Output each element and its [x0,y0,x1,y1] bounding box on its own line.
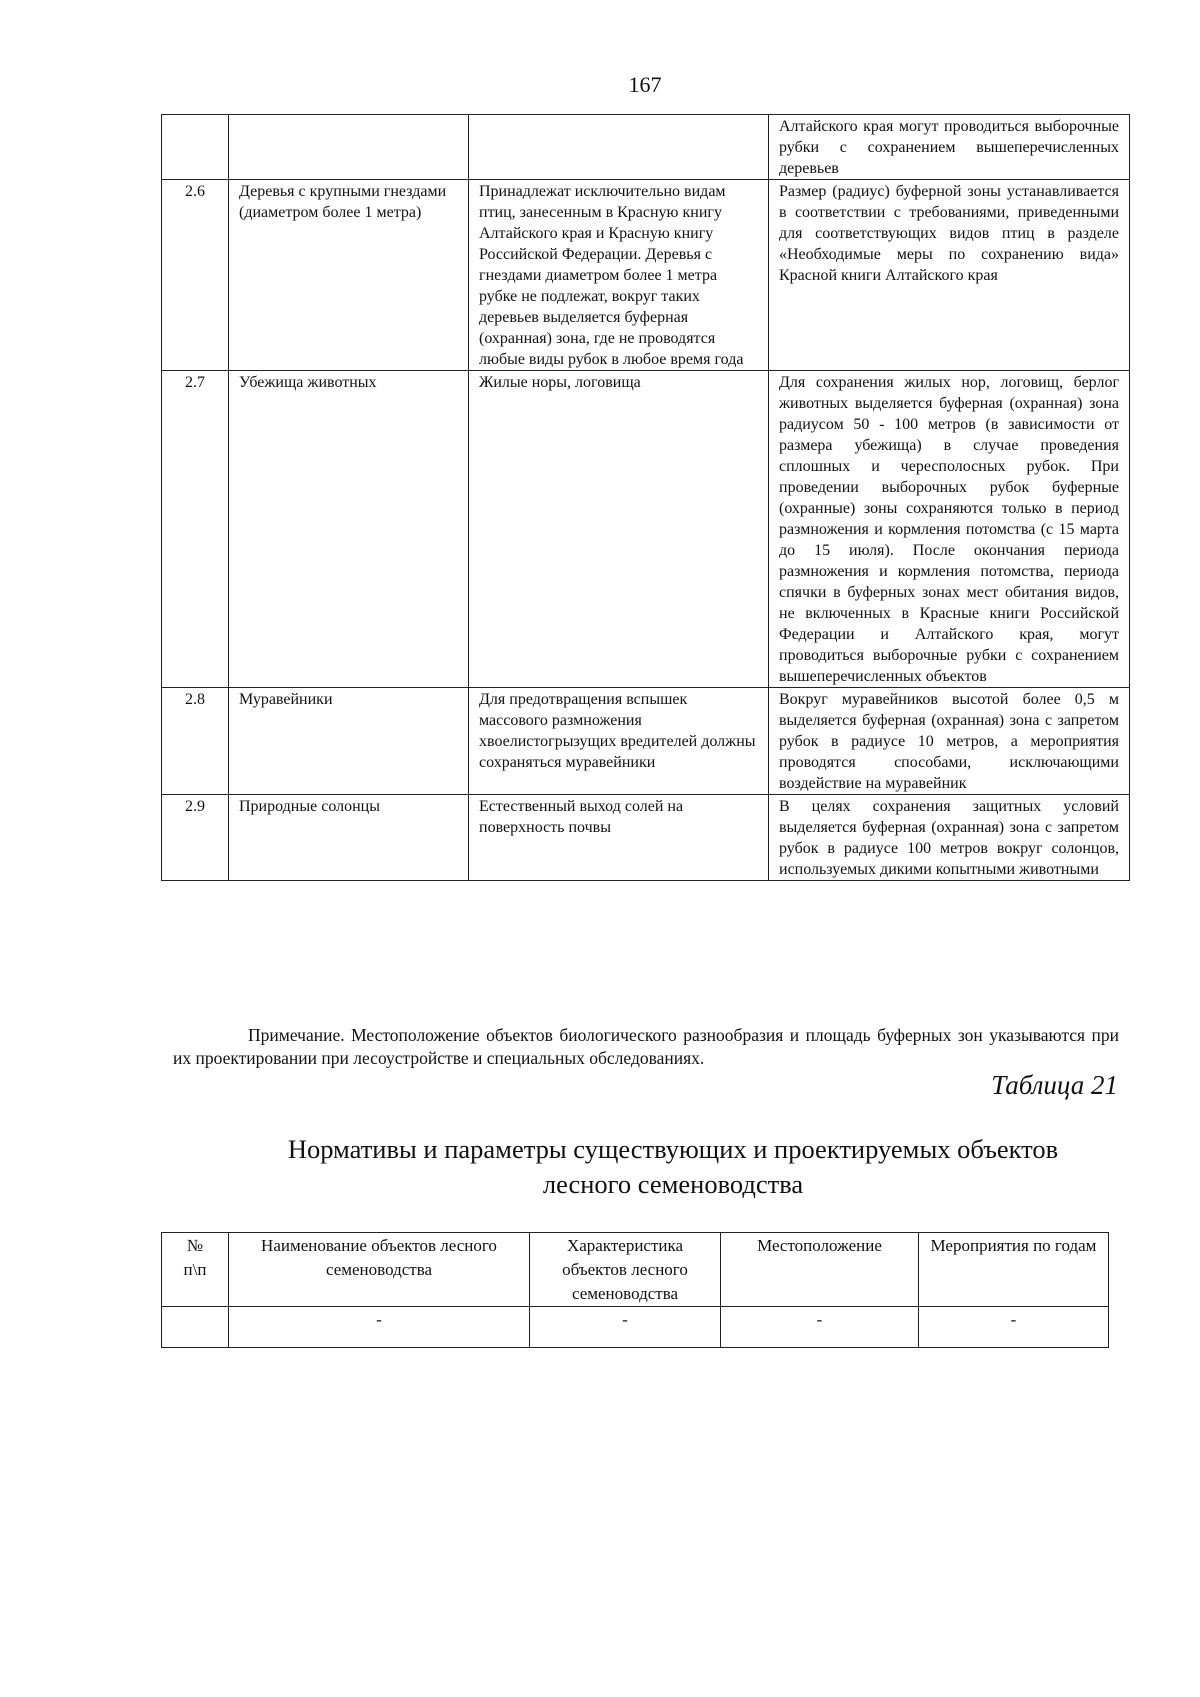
object-cell: Природные солонцы [229,795,469,881]
header-location: Местоположение [721,1233,919,1307]
seed-production-table [161,1232,1109,1348]
table-number-label: Таблица 21 [991,1070,1118,1100]
row-number-cell: 2.9 [162,795,229,881]
row-number-cell [162,1307,229,1348]
table-title [0,1132,1200,1202]
table-row [162,795,1130,881]
characteristic-cell: Жилые норы, логовища [469,371,769,688]
characteristic-cell: Естественный выход солей на поверхность почвы [469,795,769,881]
characteristic-cell [469,115,769,180]
row-number-cell: 2.6 [162,180,229,371]
table-row [162,371,1130,688]
table-row [162,180,1130,371]
table-header-row [162,1233,1109,1307]
measures-cell: - [919,1307,1109,1348]
table-title-line: Нормативы и параметры существующих и проектируемых объектов [287,1134,1059,1164]
object-cell: Убежища животных [229,371,469,688]
header-name: Наименование объектов лесного семеноводства [229,1233,530,1307]
header-number-symbol: № [186,1236,204,1255]
characteristic-cell: - [530,1307,721,1348]
measures-cell: Для сохранения жилых нор, логовищ, берлог животных выделяется буферная (охранная) зона радиусом 50 - 100 метров (в зависимости от размера убежища) в случае проведения сплошных и чересполосных рубок. При проведении выборочных рубок буферные (охранные) зоны сохраняются только в период размножения и кормления потомства (с 15 марта до 15 июля). После окончания периода размножения и кормления потомства, периода спячки в буферных зонах мест обитания видов, не включенных в Красные книги Российской Федерации и Алтайского края, могут проводиться выборочные рубки с сохранением вышеперечисленных объектов [769,371,1130,688]
measures-cell: В целях сохранения защитных условий выделяется буферная (охранная) зона с запретом рубок в радиусе 100 метров вокруг солонцов, используемых дикими копытными животными [769,795,1130,881]
measures-cell: Вокруг муравейников высотой более 0,5 м выделяется буферная (охранная) зона с запретом рубок в радиусе 10 метров, а мероприятия проводятся способами, исключающими воздействие на муравейник [769,688,1130,795]
page-number: 167 [628,72,662,97]
table-row [162,115,1130,180]
characteristic-cell: Принадлежат исключительно видам птиц, занесенным в Красную книгу Алтайского края и Красную книгу Российской Федерации. Деревья с гнездами диаметром более 1 метра рубке не подлежат, вокруг таких деревьев выделяется буферная (охранная) зона, где не проводятся любые виды рубок в любое время года [469,180,769,371]
object-cell: Муравейники [229,688,469,795]
object-cell [229,115,469,180]
row-number-cell: 2.8 [162,688,229,795]
measures-cell: Размер (радиус) буферной зоны устанавливается в соответствии с требованиями, приведенными для соответствующих видов птиц в разделе «Необходимые меры по сохранению вида» Красной книги Алтайского края [769,180,1130,371]
header-number [162,1233,229,1307]
location-cell: - [721,1307,919,1348]
biodiversity-objects-table [161,114,1130,881]
row-number-cell [162,115,229,180]
table-title-line: лесного семеноводства [542,1169,804,1199]
table-row [162,688,1130,795]
table-note: Примечание. Местоположение объектов биологического разнообразия и площадь буферных зон указываются при их проектировании при лесоустройстве и специальных обследованиях. [173,1025,1119,1068]
table-row [162,1307,1109,1348]
header-characteristic: Характеристика объектов лесного семеноводства [530,1233,721,1307]
name-cell: - [229,1307,530,1348]
header-measures: Мероприятия по годам [919,1233,1109,1307]
header-number-abbrev: п\п [183,1260,207,1279]
characteristic-cell: Для предотвращения вспышек массового размножения хвоелистогрызущих вредителей должны сохраняться муравейники [469,688,769,795]
row-number-cell: 2.7 [162,371,229,688]
object-cell: Деревья с крупными гнездами (диаметром более 1 метра) [229,180,469,371]
measures-cell: Алтайского края могут проводиться выборочные рубки с сохранением вышеперечисленных деревьев [769,115,1130,180]
